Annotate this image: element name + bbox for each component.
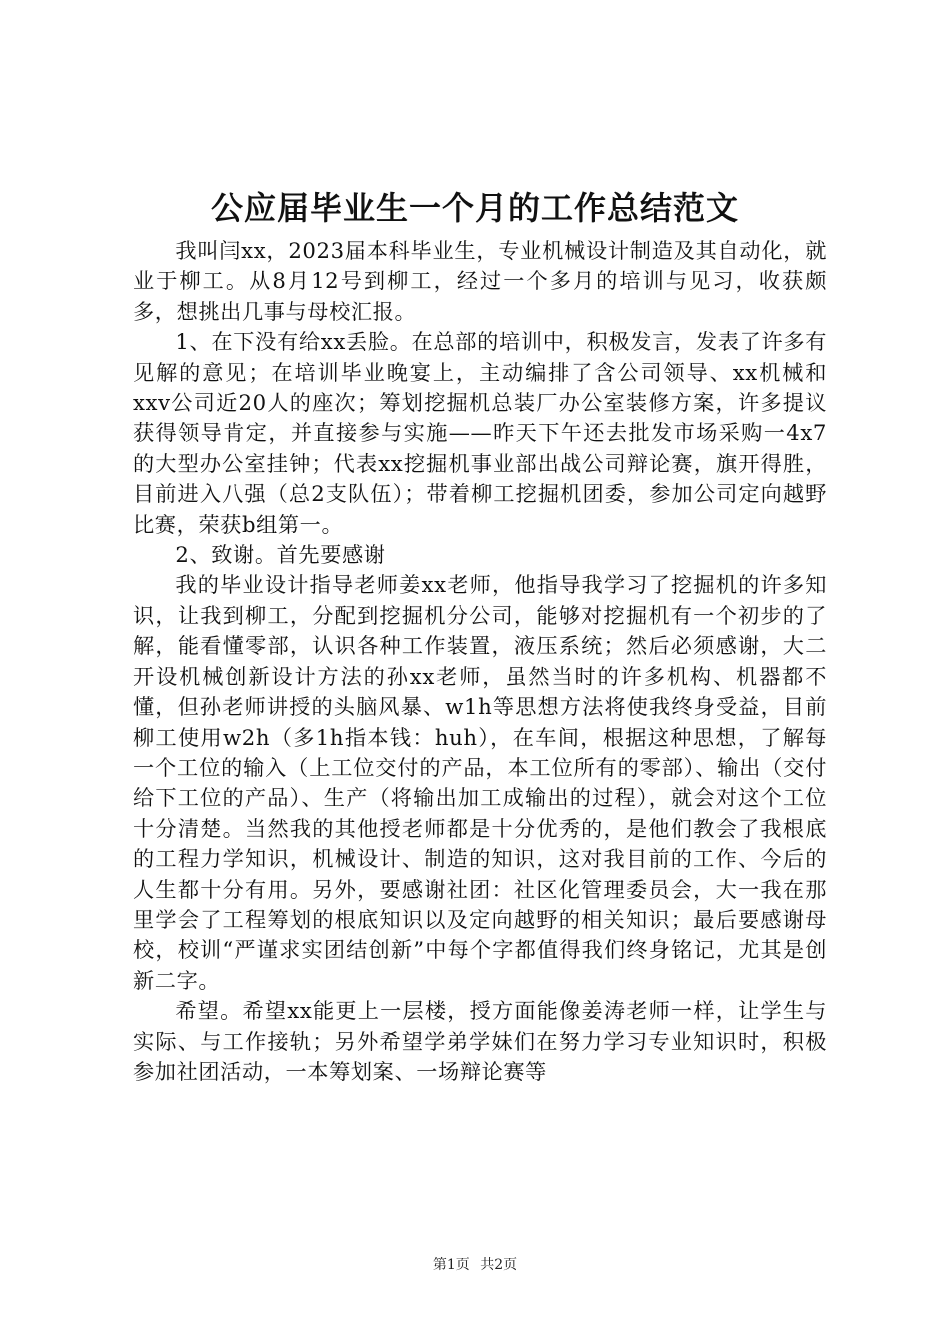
paragraph-hope: 希望。希望xx能更上一层楼，授方面能像姜涛老师一样，让学生与实际、与工作接轨；另外希望学弟学妹们在努力学习专业知识时，积极参加社团活动，一本筹划案、一场辩论赛等 (133, 998, 827, 1084)
paragraph-thanks: 我的毕业设计指导老师姜xx老师，他指导我学习了挖掘机的许多知识，让我到柳工，分配到挖掘机分公司，能够对挖掘机有一个初步的了解，能看懂零部，认识各种工作装置，液压系统；然后必须感谢，大二开设机械创新设计方法的孙xx老师，虽然当时的许多机构、机器都不懂，但孙老师讲授的头脑风暴、w1h等思想方法将使我终身受益，目前柳工使用w2h（多1h指本钱：huh），在车间，根据这种思想，了解每一个工位的输入（上工位交付的产品，本工位所有的零部）、输出（交付给下工位的产品）、生产（将输出加工成输出的过程），就会对这个工位十分清楚。当然我的其他授老师都是十分优秀的，是他们教会了我根底的工程力学知识，机械设计、制造的知识，这对我目前的工作、今后的人生都十分有用。另外，要感谢社团：社区化管理委员会，大一我在那里学会了工程筹划的根底知识以及定向越野的相关知识；最后要感谢母校，校训“严谨求实团结创新”中每个字都值得我们终身铭记，尤其是创新二字。 (133, 572, 827, 993)
paragraph-point-1: 1、在下没有给xx丢脸。在总部的培训中，积极发言，发表了许多有见解的意见；在培训毕业晚宴上，主动编排了含公司领导、xx机械和xxv公司近20人的座次；筹划挖掘机总装厂办公室装修方案，许多提议获得领导肯定，并直接参与实施——昨天下午还去批发市场采购一4x7的大型办公室挂钟；代表xx挖掘机事业部出战公司辩论赛，旗开得胜，目前进入八强（总2支队伍）；带着柳工挖掘机团委，参加公司定向越野比赛，荣获b组第一。 (133, 329, 827, 537)
page-title: 公应届毕业生一个月的工作总结范文 (210, 189, 739, 227)
paragraph-intro: 我叫闫xx，2023届本科毕业生，专业机械设计制造及其自动化，就业于柳工。从8月12号到柳工，经过一个多月的培训与见习，收获颇多，想挑出几事与母校汇报。 (133, 238, 827, 324)
page-footer (0, 1255, 950, 1275)
total-pages-label: 共2页 (480, 1257, 518, 1273)
document-body (133, 236, 827, 1087)
paragraph-point-2-heading: 2、致谢。首先要感谢 (175, 542, 386, 568)
current-page-label: 第1页 (432, 1257, 470, 1273)
